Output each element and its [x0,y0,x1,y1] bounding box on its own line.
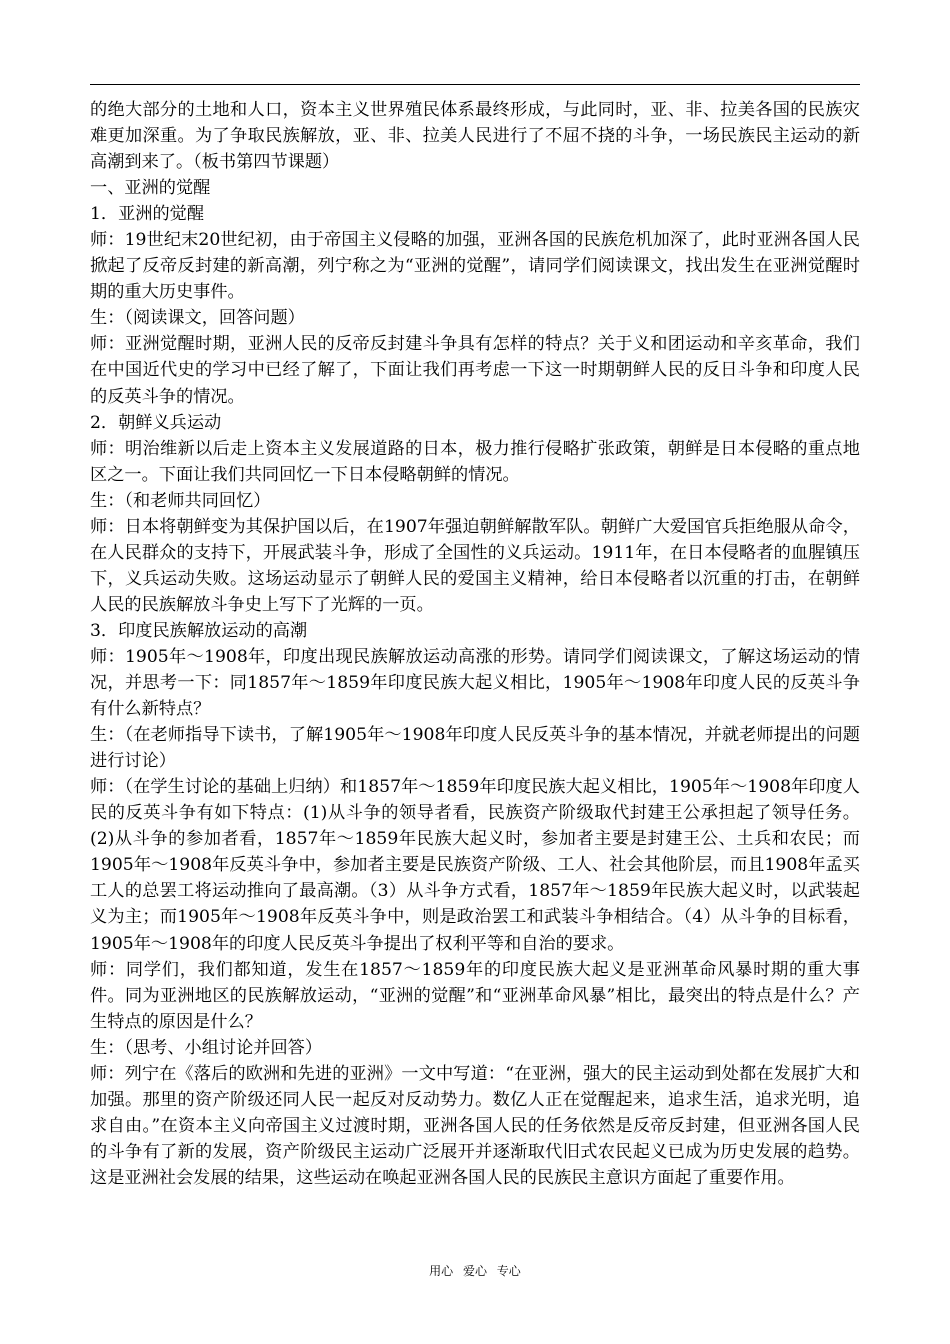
paragraph: 生：（思考、小组讨论并回答） [90,1037,323,1058]
paragraph: 师：列宁在《落后的欧洲和先进的亚洲》一文中写道：“在亚洲，强大的民主运动到处都在发展扩大和加强。那里的资产阶级还同人民一起反对反动势力。数亿人正在觉醒起来，追求生活，追求光明，追求自由。”在资本主义向帝国主义过渡时期，亚洲各国人民的任务依然是反帝反封建，但亚洲各国人民的斗争有了新的发展，资产阶级民主运动广泛展开并逐渐取代旧式农民起义已成为历史发展的趋势。这是亚洲社会发展的结果，这些运动在唤起亚洲各国人民的民族民主意识方面起了重要作用。 [90,1063,860,1188]
header-rule [90,84,860,85]
subsection-heading: 1．亚洲的觉醒 [90,204,205,225]
body-text [90,97,860,1191]
page-footer: 用心 爱心 专心 [429,1264,521,1278]
paragraph: 师：日本将朝鲜变为其保护国以后，在1907年强迫朝鲜解散军队。朝鲜广大爱国官兵拒绝服从命令，在人民群众的支持下，开展武装斗争，形成了全国性的义兵运动。1911年，在日本侵略者的血腥镇压下，义兵运动失败。这场运动显示了朝鲜人民的爱国主义精神，给日本侵略者以沉重的打击，在朝鲜人民的民族解放斗争史上写下了光辉的一页。 [90,516,860,615]
paragraph: 生：（和老师共同回忆） [90,490,271,511]
paragraph: 师：19世纪末20世纪初，由于帝国主义侵略的加强，亚洲各国的民族危机加深了，此时亚洲各国人民掀起了反帝反封建的新高潮，列宁称之为“亚洲的觉醒”，请同学们阅读课文，找出发生在亚洲觉醒时期的重大历史事件。 [90,230,860,303]
paragraph: 的绝大部分的土地和人口，资本主义世界殖民体系最终形成，与此同时，亚、非、拉美各国的民族灾难更加深重。为了争取民族解放，亚、非、拉美人民进行了不屈不挠的斗争，一场民族民主运动的新高潮到来了。（板书第四节课题） [90,100,860,173]
paragraph: 师：亚洲觉醒时期，亚洲人民的反帝反封建斗争具有怎样的特点？关于义和团运动和辛亥革命，我们在中国近代史的学习中已经了解了，下面让我们再考虑一下这一时期朝鲜人民的反日斗争和印度人民的反英斗争的情况。 [90,334,860,407]
paragraph: 师：1905年～1908年，印度出现民族解放运动高涨的形势。请同学们阅读课文，了解这场运动的情况，并思考一下：同1857年～1859年印度民族大起义相比，1905年～1908年印度人民的反英斗争有什么新特点？ [90,646,860,720]
subsection-heading: 3．印度民族解放运动的高潮 [90,620,308,641]
paragraph: 生：（在老师指导下读书，了解1905年～1908年印度人民反英斗争的基本情况，并就老师提出的问题进行讨论） [90,725,860,772]
paragraph: 生：（阅读课文，回答问题） [90,308,305,329]
paragraph: 师：同学们，我们都知道，发生在1857～1859年的印度民族大起义是亚洲革命风暴时期的重大事件。同为亚洲地区的民族解放运动，“亚洲的觉醒”和“亚洲革命风暴”相比，最突出的特点是什么？产生特点的原因是什么？ [90,959,860,1032]
section-heading: 一、亚洲的觉醒 [90,178,211,199]
subsection-heading: 2．朝鲜义兵运动 [90,412,222,433]
paragraph: 师：（在学生讨论的基础上归纳）和1857年～1859年印度民族大起义相比，1905年～1908年印度人民的反英斗争有如下特点：(1)从斗争的领导者看，民族资产阶级取代封建王公承担起了领导任务。(2)从斗争的参加者看，1857年～1859年民族大起义时，参加者主要是封建王公、土兵和农民；而1905年～1908年反英斗争中，参加者主要是民族资产阶级、工人、社会其他阶层，而且1908年孟买工人的总罢工将运动推向了最高潮。（3）从斗争方式看，1857年～1859年民族大起义时，以武装起义为主；而1905年～1908年反英斗争中，则是政治罢工和武装斗争相结合。（4）从斗争的目标看，1905年～1908年的印度人民反英斗争提出了权利平等和自治的要求。 [90,777,860,954]
paragraph: 师：明治维新以后走上资本主义发展道路的日本，极力推行侵略扩张政策，朝鲜是日本侵略的重点地区之一。下面让我们共同回忆一下日本侵略朝鲜的情况。 [90,438,860,485]
